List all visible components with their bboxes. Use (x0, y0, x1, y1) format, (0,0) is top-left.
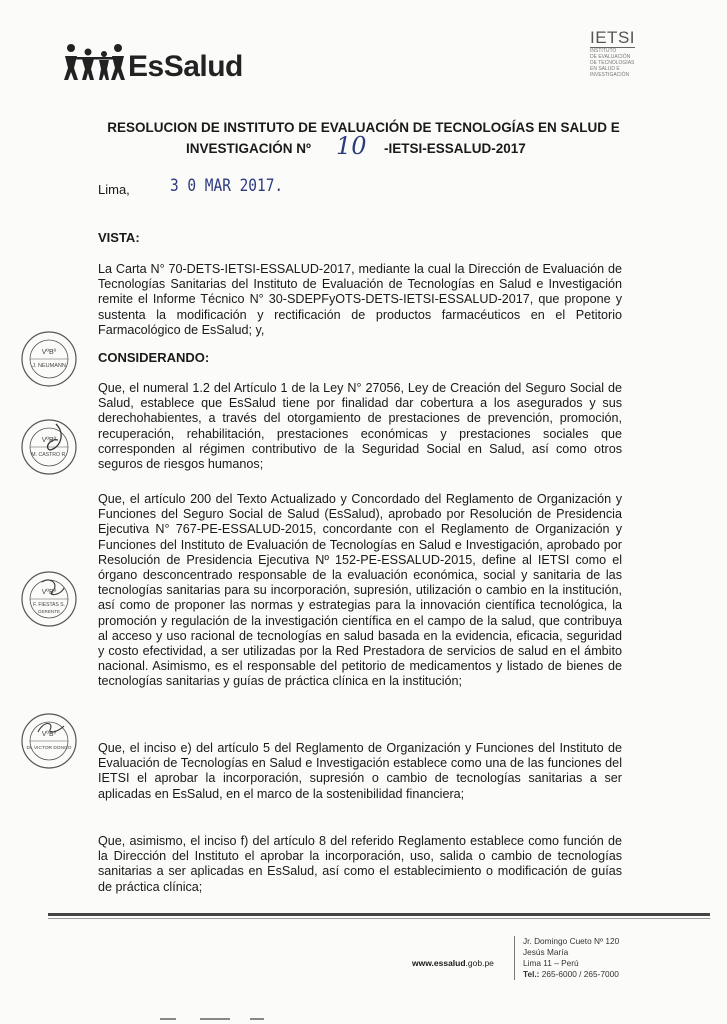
website-bold: www.essalud (412, 958, 466, 968)
considerando-paragraph: Que, el inciso e) del artículo 5 del Reglamento de Organización y Funciones del Instituto de Evaluación de Tecnologías en Salud e Investigación establece como una de las funciones del IETSI el aprobar la incorporación, supresión o cambio de tecnologías sanitarias a ser aplicadas en EsSalud, en el marco de la sostenibilidad financiera; (98, 741, 622, 801)
vista-heading: VISTA: (98, 230, 140, 245)
address-line: Jesús María (523, 947, 569, 957)
seal-name: J. NEUMANN (32, 363, 66, 369)
considerando-paragraph: Que, el numeral 1.2 del Artículo 1 de la Ley N° 27056, Ley de Creación del Seguro Social de Salud, establece que EsSalud tiene por finalidad dar cobertura a los asegurados y sus derechohabientes, a través del otorgamiento de prestaciones de prevención, promoción, recuperación, rehabilitación, prestaciones económicas y prestaciones sociales que corresponden al régimen contributivo de la Seguridad Social en Salud, así como otros seguros de riesgos humanos; (98, 381, 622, 472)
essalud-logo (62, 36, 243, 82)
approval-seal (20, 330, 78, 388)
resolution-title-prefix: INVESTIGACIÓN Nº (186, 141, 311, 156)
tel-label: Tel.: (523, 969, 540, 979)
vista-paragraph: La Carta N° 70-DETS-IETSI-ESSALUD-2017, mediante la cual la Dirección de Evaluación de Tecnologías Sanitarias del Instituto de Evaluación de Tecnologías en Salud e Investigación remite el Informe Técnico N° 30-SDEPFyOTS-DETS-IETSI-ESSALUD-2017, que propone y sustenta la modificación y rectificación de productos farmacéuticos en el Petitorio Farmacológico de EsSalud; y, (98, 262, 622, 337)
seal-name: Dr. VICTOR DONGO (26, 746, 72, 751)
ietsi-subtitle-line: DE EVALUACIÓN (590, 54, 631, 60)
approval-seal (20, 418, 78, 476)
seal-role: GERENTE (37, 609, 61, 614)
scan-mark (160, 1018, 176, 1020)
seal-name: M. CASTRO R. (31, 452, 67, 458)
ietsi-subtitle-line: INVESTIGACIÓN (590, 72, 630, 78)
handwritten-resolution-number: 10 (336, 132, 367, 160)
ietsi-subtitle-line: EN SALUD E (590, 66, 620, 72)
scan-mark (250, 1018, 264, 1020)
seal-vobo: VºBº (41, 589, 57, 596)
seal-name: F. FIESTAS S. (33, 602, 65, 608)
website-domain: .gob.pe (465, 958, 494, 968)
scan-mark (200, 1018, 230, 1020)
date-stamp: 3 0 MAR 2017. (170, 176, 284, 196)
address-line: Jr. Domingo Cueto Nº 120 (523, 936, 620, 946)
resolution-title-line1: RESOLUCION DE INSTITUTO DE EVALUACIÓN DE TECNOLOGÍAS EN SALUD E (107, 120, 620, 135)
address-line: Lima 11 – Perú (523, 958, 579, 968)
seal-vobo: VºBº (41, 349, 57, 356)
logo-text: EsSalud (128, 50, 243, 83)
considerando-heading: CONSIDERANDO: (98, 350, 210, 365)
approval-seal (20, 570, 78, 628)
approval-seal (20, 712, 78, 770)
footer-divider-thin (48, 918, 710, 919)
ietsi-subtitle-line: DE TECNOLOGÍAS (590, 60, 635, 66)
seal-vobo: VºBº (41, 437, 57, 444)
tel-value: 265-6000 / 265-7000 (541, 969, 619, 979)
resolution-title-suffix: -IETSI-ESSALUD-2017 (384, 141, 526, 156)
place-label: Lima, (98, 182, 130, 197)
considerando-paragraph: Que, el artículo 200 del Texto Actualizado y Concordado del Reglamento de Organización y Funciones del Seguro Social de Salud (EsSalud), aprobado por Resolución de Presidencia Ejecutiva N° 767-PE-ESSALUD-2015, concordante con el Reglamento de Organización y Funciones del Instituto de Evaluación de Tecnologías en Salud e Investigación, aprobado por Resolución de Presidencia Ejecutiva Nº 152-PE-ESSALUD-2015, define al IETSI como el órgano desconcentrado responsable de la evaluación económica, social y sanitaria de las tecnologías sanitarias para su incorporación, supresión, utilización o cambio en la institución, así como de proponer las normas y estrategias para la innovación científica tecnológica, la promoción y regulación de la investigación científica en el campo de la salud, que contribuya al acceso y uso racional de tecnologías en salud basada en la evidencia, eficacia, seguridad y costo efectividad, a ser utilizadas por la Red Prestadora de servicios de salud en el ámbito nacional. Asimismo, es el responsable del petitorio de medicamentos y listado de bienes de tecnologías sanitarias y guías de práctica clínica en la institución; (98, 492, 622, 689)
footer-divider (48, 913, 710, 916)
family-icon (62, 42, 126, 82)
seal-vobo: VºBº (41, 731, 57, 738)
ietsi-title: IETSI (590, 28, 636, 47)
ietsi-subtitle-line: INSTITUTO (590, 48, 617, 54)
ietsi-logo (590, 28, 660, 78)
considerando-paragraph: Que, asimismo, el inciso f) del artículo 8 del referido Reglamento establece como función de la Dirección del Instituto el aprobar la incorporación, uso, salida o cambio de tecnologías sanitarias a ser aplicadas en EsSalud, así como el establecimiento o modificación de guías de práctica clínica; (98, 834, 622, 894)
website-link[interactable] (412, 958, 494, 968)
footer-address (514, 936, 619, 980)
